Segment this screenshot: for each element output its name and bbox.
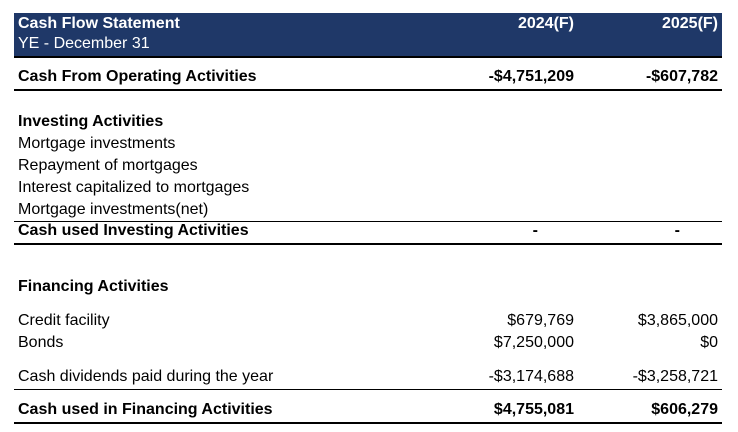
cash-flow-statement <box>14 13 722 425</box>
investing-bottom-rule <box>14 243 722 245</box>
investing-item-label: Mortgage investments(net) <box>18 201 209 218</box>
financing-heading: Financing Activities <box>18 278 169 295</box>
dividends-2024: -$3,174,688 <box>488 368 574 385</box>
investing-total-2024: - <box>532 222 538 239</box>
investing-total-label: Cash used Investing Activities <box>18 222 249 239</box>
credit-facility-label: Credit facility <box>18 312 110 329</box>
operating-2025: -$607,782 <box>645 68 718 85</box>
financing-total-label: Cash used in Financing Activities <box>18 401 273 418</box>
list-item <box>14 199 722 221</box>
financing-total-2024: $4,755,081 <box>493 401 574 418</box>
investing-heading: Investing Activities <box>18 113 164 130</box>
investing-item-label: Mortgage investments <box>18 135 176 152</box>
investing-item-label: Repayment of mortgages <box>18 157 198 174</box>
investing-total-2025: - <box>674 222 680 239</box>
financing-heading-row <box>14 276 722 298</box>
column-header-2025: 2025(F) <box>661 15 718 32</box>
list-item <box>14 155 722 177</box>
investing-total-row <box>14 220 722 242</box>
financing-bottom-rule <box>14 422 722 424</box>
statement-title: Cash Flow Statement <box>18 15 180 32</box>
financing-total-2025: $606,279 <box>651 401 718 418</box>
operating-rule <box>14 89 722 91</box>
dividends-label: Cash dividends paid during the year <box>18 368 274 385</box>
bonds-label: Bonds <box>18 334 64 351</box>
operating-total-row <box>14 66 722 88</box>
dividends-2025: -$3,258,721 <box>632 368 718 385</box>
bonds-2025: $0 <box>700 334 718 351</box>
investing-heading-row <box>14 111 722 133</box>
financing-total-row <box>14 399 722 421</box>
table-row <box>14 310 722 332</box>
column-header-2024: 2024(F) <box>517 15 574 32</box>
table-row <box>14 332 722 354</box>
statement-subtitle: YE - December 31 <box>18 35 150 52</box>
list-item <box>14 133 722 155</box>
financing-top-rule <box>14 389 722 390</box>
credit-facility-2025: $3,865,000 <box>637 312 718 329</box>
statement-header <box>14 13 722 58</box>
table-row <box>14 366 722 388</box>
credit-facility-2024: $679,769 <box>507 312 574 329</box>
list-item <box>14 177 722 199</box>
bonds-2024: $7,250,000 <box>493 334 574 351</box>
operating-2024: -$4,751,209 <box>488 68 574 85</box>
investing-item-label: Interest capitalized to mortgages <box>18 179 250 196</box>
operating-label: Cash From Operating Activities <box>18 68 257 85</box>
